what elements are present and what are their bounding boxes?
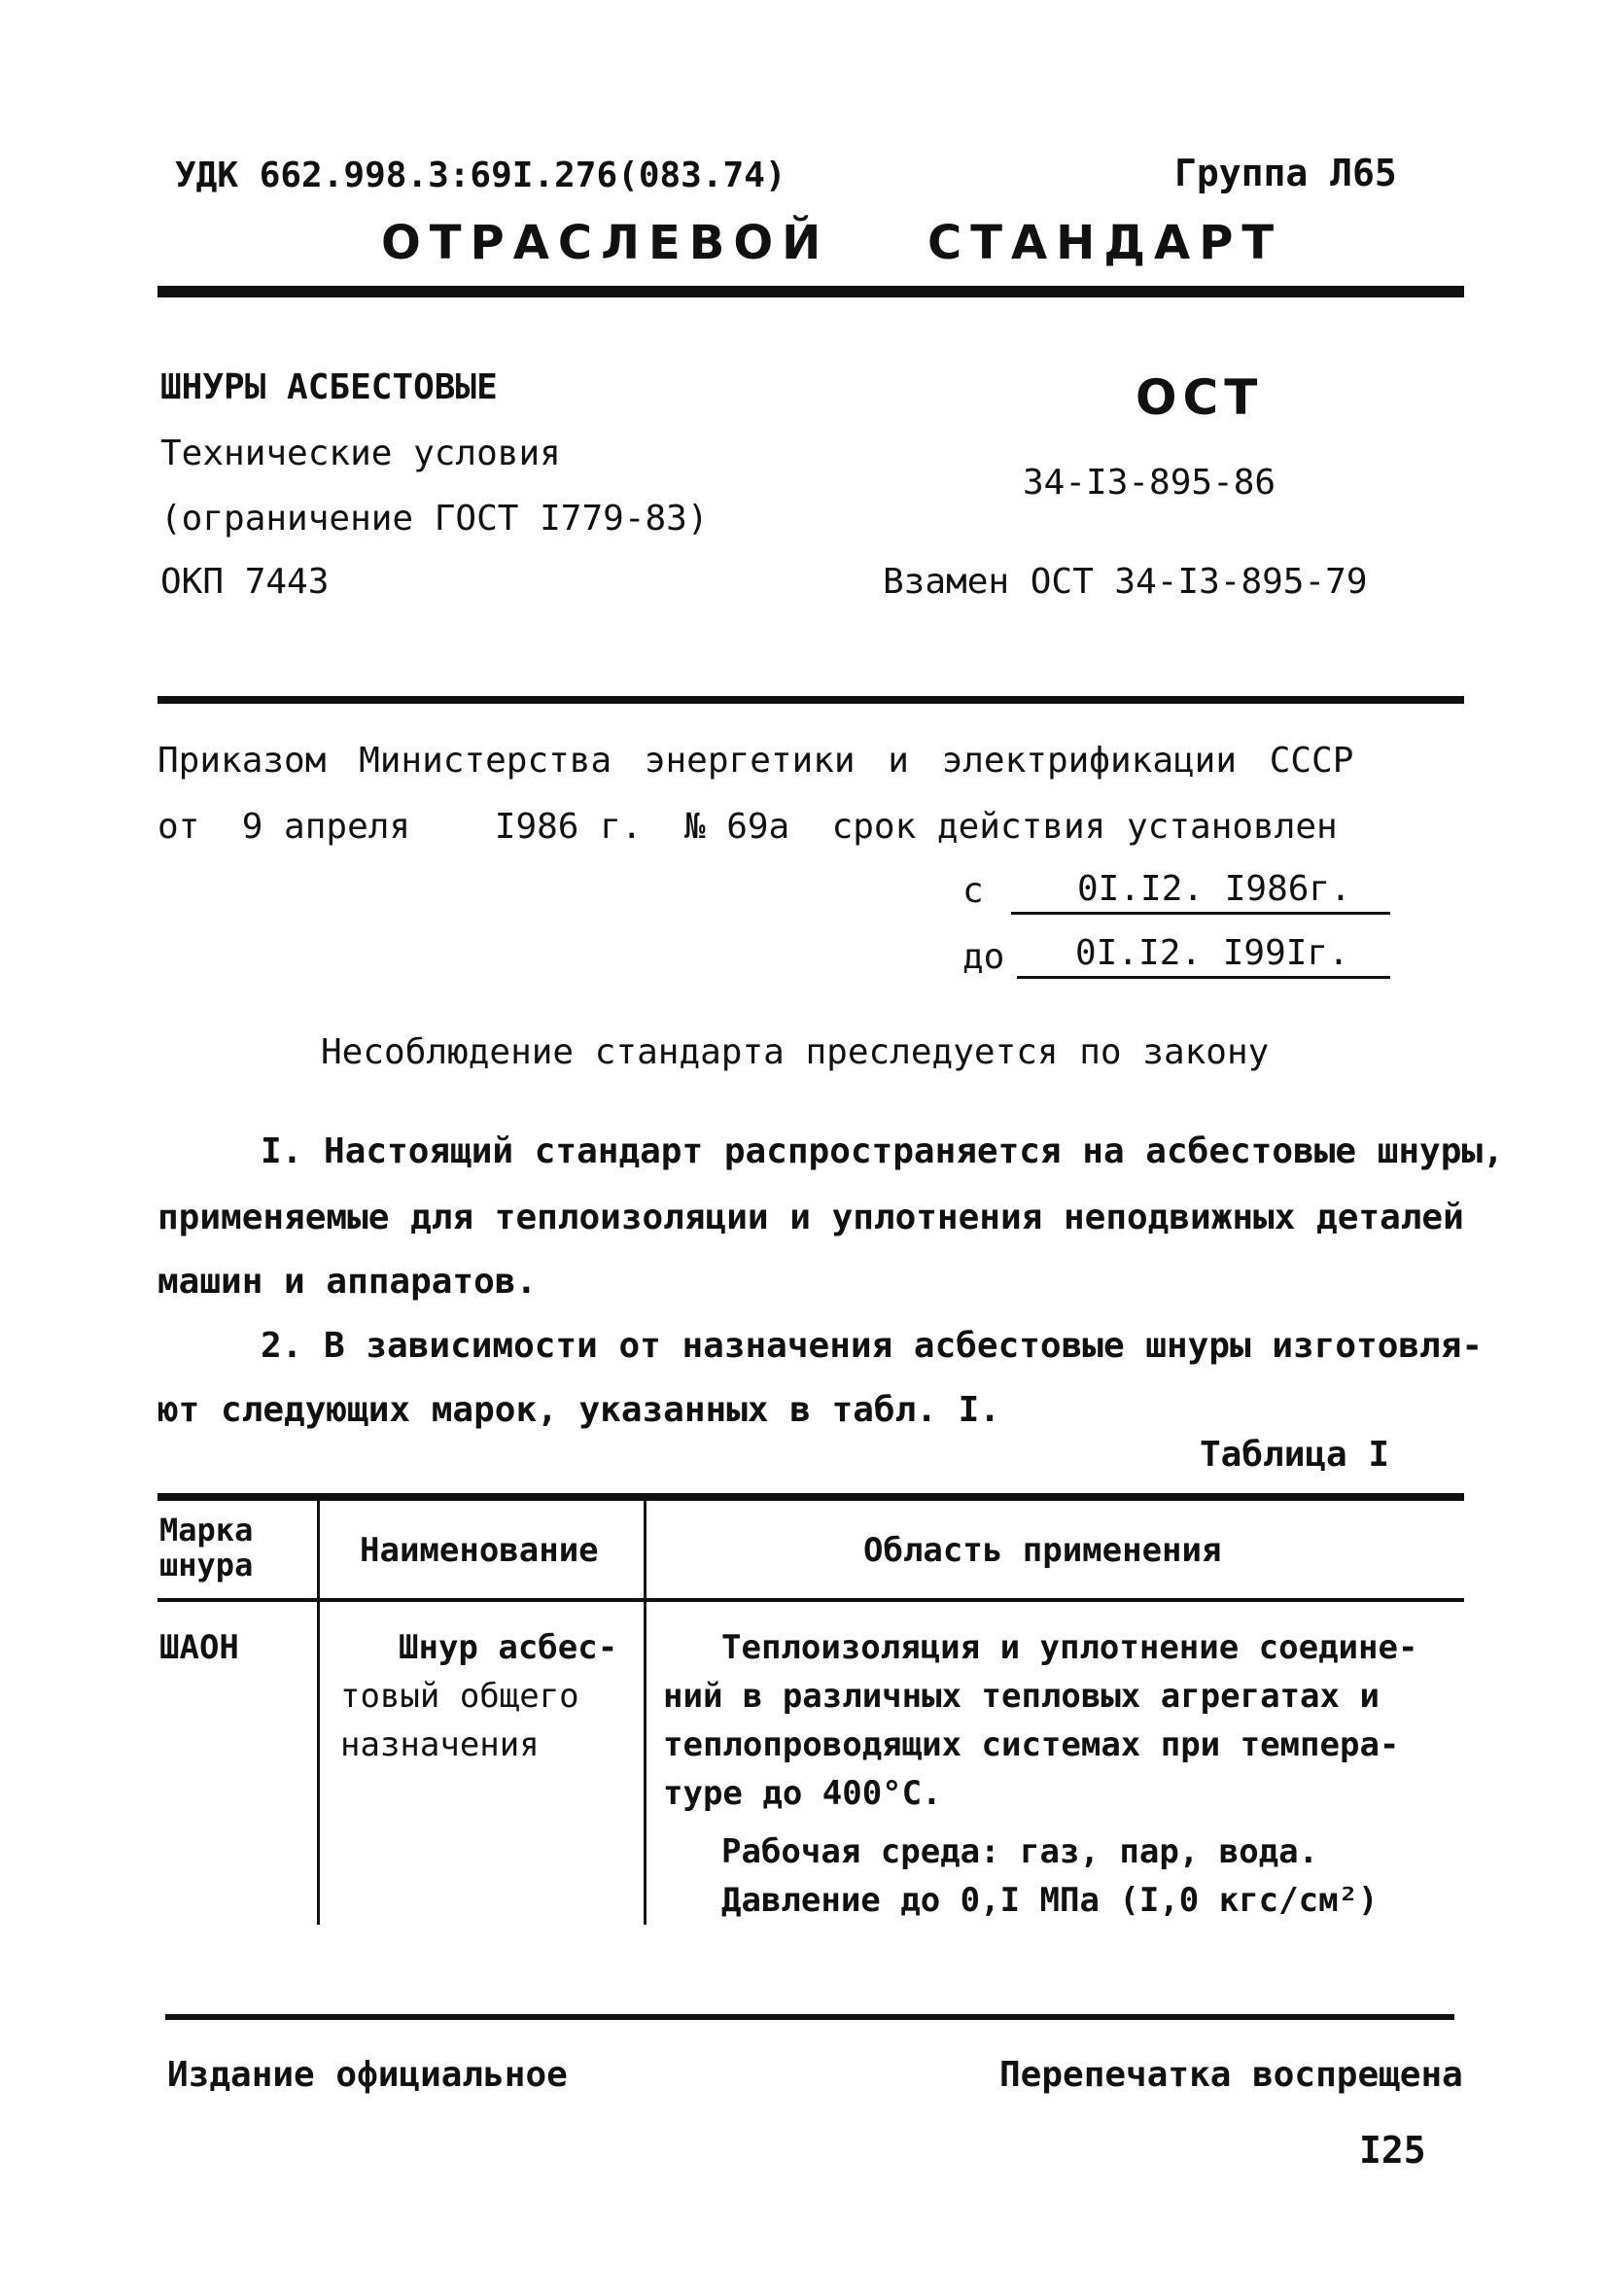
row-name-line-2: товый общего bbox=[340, 1677, 579, 1716]
table-caption: Таблица I bbox=[1200, 1435, 1390, 1475]
valid-from-date: 0I.I2. I986г. bbox=[1077, 869, 1351, 909]
doc-restriction: (ограничение ГОСТ I779-83) bbox=[160, 499, 709, 539]
row-name-line-1: Шнур асбес- bbox=[399, 1628, 618, 1667]
footer-rule bbox=[165, 2014, 1454, 2020]
paragraph-2-line-1: 2. В зависимости от назначения асбестовые шнуры изготовля- bbox=[261, 1326, 1484, 1366]
row-area-line-1: Теплоизоляция и уплотнение соедине- bbox=[721, 1628, 1418, 1667]
order-line-1: Приказом Министерства энергетики и электрификации СССР bbox=[157, 741, 1354, 781]
header-name: Наименование bbox=[360, 1531, 599, 1570]
title-right: СТАНДАРТ bbox=[927, 216, 1283, 270]
replaces-note: Взамен ОСТ 34-I3-895-79 bbox=[883, 562, 1368, 602]
ost-number: 34-I3-895-86 bbox=[1023, 463, 1276, 503]
valid-to-date: 0I.I2. I99Iг. bbox=[1075, 933, 1349, 973]
paragraph-1-line-3: машин и аппаратов. bbox=[157, 1262, 538, 1302]
row-area-line-5: Рабочая среда: газ, пар, вода. bbox=[721, 1832, 1319, 1871]
order-line-2: от 9 апреля I986 г. № 69а срок действия установлен bbox=[157, 807, 1338, 847]
header-mark-line-1: Марка bbox=[159, 1512, 254, 1548]
page-number: I25 bbox=[1359, 2129, 1426, 2172]
doc-name: ШНУРЫ АСБЕСТОВЫЕ bbox=[160, 367, 498, 407]
valid-to-underline bbox=[1017, 976, 1390, 979]
paragraph-1-line-2: применяемые для теплоизоляции и уплотнения неподвижных деталей bbox=[157, 1198, 1464, 1237]
valid-from-label: с bbox=[962, 871, 984, 911]
table-col-divider-1 bbox=[317, 1497, 320, 1925]
valid-from-underline bbox=[1011, 912, 1390, 915]
title-left: ОТРАСЛЕВОЙ bbox=[381, 216, 830, 270]
paragraph-2-line-2: ют следующих марок, указанных в табл. I. bbox=[157, 1390, 1000, 1430]
group-code: Группа Л65 bbox=[1174, 152, 1397, 194]
udk-code: УДК 662.998.3:69I.276(083.74) bbox=[175, 156, 787, 195]
info-rule bbox=[157, 696, 1464, 704]
table-col-divider-2 bbox=[644, 1497, 647, 1925]
header-area: Область применения bbox=[863, 1531, 1222, 1570]
row-area-line-2: ний в различных тепловых агрегатах и bbox=[663, 1677, 1380, 1716]
row-area-line-4: туре до 400°С. bbox=[663, 1774, 942, 1813]
row-area-line-3: теплопроводящих системах при темпера- bbox=[663, 1725, 1400, 1764]
ost-label: ОСТ bbox=[1136, 369, 1264, 426]
footer-reprint: Перепечатка воспрещена bbox=[999, 2055, 1463, 2095]
table-header-rule bbox=[157, 1598, 1464, 1602]
paragraph-1-line-1: I. Настоящий стандарт распространяется на асбестовые шнуры, bbox=[261, 1131, 1504, 1171]
doc-subtitle: Технические условия bbox=[160, 434, 561, 473]
table-top-rule bbox=[157, 1493, 1464, 1501]
row-mark: ШАОН bbox=[159, 1628, 239, 1667]
header-rule bbox=[157, 286, 1464, 297]
valid-to-label: до bbox=[962, 937, 1005, 977]
row-name-line-3: назначения bbox=[340, 1725, 540, 1764]
header-mark-line-2: шнура bbox=[159, 1547, 254, 1583]
legal-notice: Несоблюдение стандарта преследуется по закону bbox=[321, 1032, 1270, 1072]
footer-edition: Издание официальное bbox=[167, 2055, 568, 2095]
row-area-line-6: Давление до 0,I МПа (I,0 кгс/см²) bbox=[721, 1881, 1379, 1920]
okp-code: ОКП 7443 bbox=[160, 562, 330, 602]
header-mark bbox=[159, 1513, 253, 1583]
